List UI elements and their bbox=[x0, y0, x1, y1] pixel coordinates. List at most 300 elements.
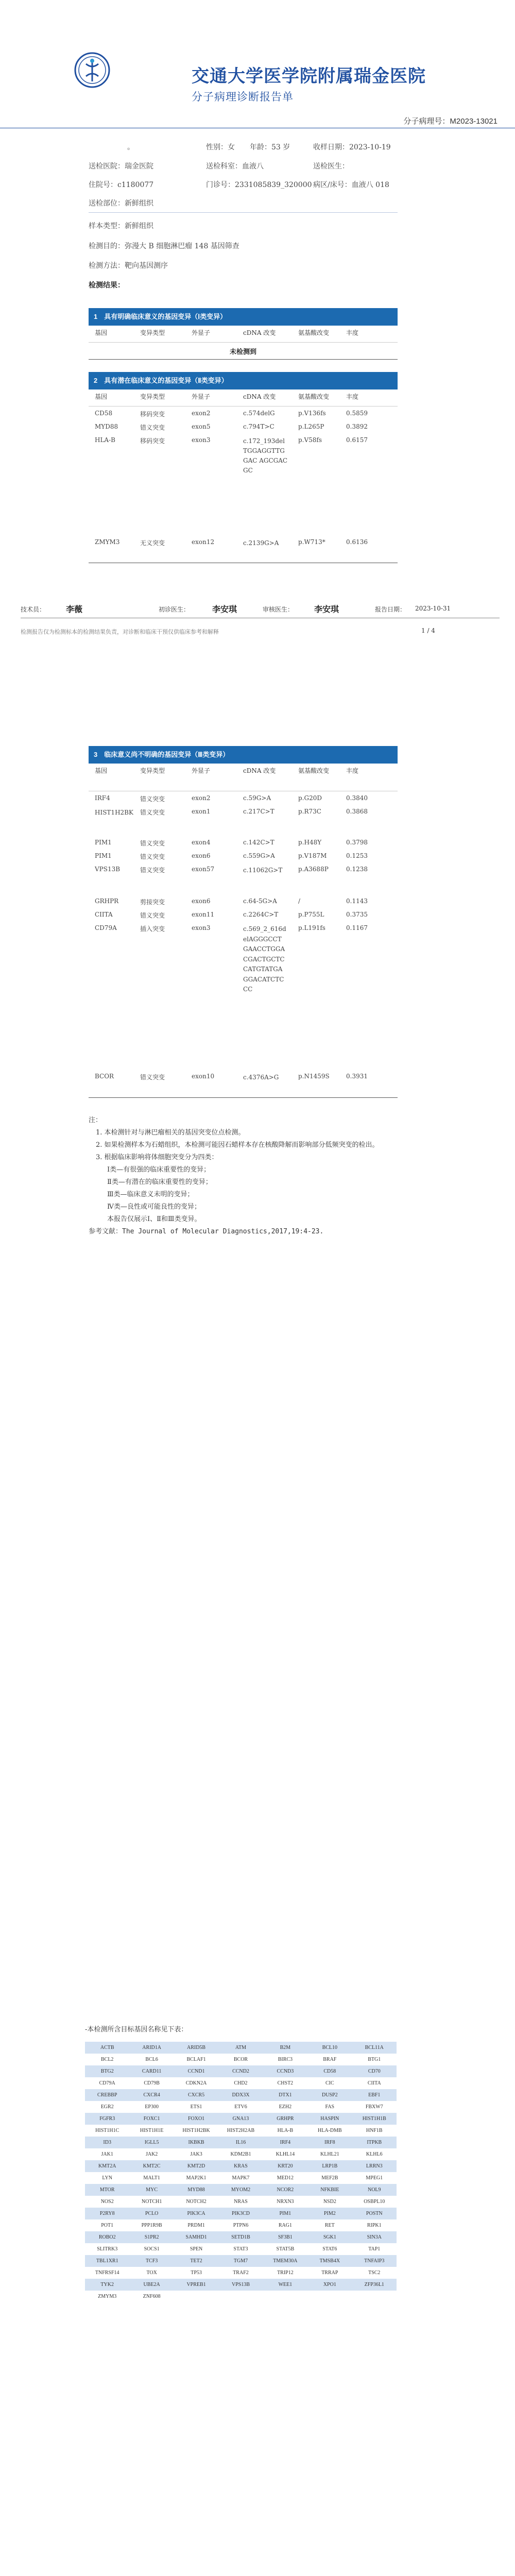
gene-cell: TNFAIP3 bbox=[352, 2255, 397, 2267]
note-line: Ⅰ类—有很强的临床重要性的变异； bbox=[107, 1166, 211, 1174]
gene-cell: HIST1H1B bbox=[352, 2113, 397, 2125]
section-3-bar: 3 临床意义尚不明确的基因变异（Ⅲ类变异） bbox=[89, 746, 398, 764]
cell-gene: MYD88 bbox=[95, 423, 118, 430]
gene-cell: NOTCH2 bbox=[174, 2196, 218, 2208]
section-2-bar: 2 具有潜在临床意义的基因变异（Ⅱ类变异） bbox=[89, 372, 398, 389]
col-gene: 基因 bbox=[95, 393, 108, 400]
gene-cell: STAT5B bbox=[263, 2243, 307, 2255]
cell-aa: p.V58fs bbox=[298, 436, 322, 444]
gene-cell: CDKN2A bbox=[174, 2077, 218, 2089]
gene-cell: CREBBP bbox=[85, 2089, 129, 2101]
report-date: 2023-10-31 bbox=[415, 605, 451, 612]
gene-cell: BTG2 bbox=[85, 2065, 129, 2077]
gene-cell: FAS bbox=[307, 2101, 352, 2113]
gene-cell: IL16 bbox=[218, 2137, 263, 2148]
gene-cell: KDM2B1 bbox=[218, 2148, 263, 2160]
note-reference: 参考文献：The Journal of Molecular Diagnostics,2017,19:4-23. bbox=[89, 1228, 324, 1235]
gene-cell: ITPKB bbox=[352, 2137, 397, 2148]
gene-cell: JAK2 bbox=[129, 2148, 174, 2160]
gene-cell: ZFP36L1 bbox=[352, 2279, 397, 2291]
gene-cell: CD58 bbox=[307, 2065, 352, 2077]
note-line: 注： bbox=[89, 1116, 102, 1124]
gene-cell: WEE1 bbox=[263, 2279, 307, 2291]
cell-type: 插入突变 bbox=[140, 925, 165, 933]
cell-gene: CD58 bbox=[95, 410, 113, 417]
cell-aa: p.V136fs bbox=[298, 410, 326, 417]
col-gene: 基因 bbox=[95, 329, 108, 336]
gene-cell: NFKBIE bbox=[307, 2184, 352, 2196]
gene-cell: KMT2C bbox=[129, 2160, 174, 2172]
review-signature: 李安琪 bbox=[212, 604, 237, 614]
cell-cdna: c.172_193delTGGAGGTTGGAC AGCGACGC bbox=[243, 437, 288, 474]
genes-title-text: 本检测所含目标基因名称见下表： bbox=[87, 2026, 188, 2033]
gene-cell: CARD11 bbox=[129, 2065, 174, 2077]
cell-exon: exon3 bbox=[192, 436, 211, 444]
gene-cell: BCLAF1 bbox=[174, 2054, 218, 2065]
cell-cdna: c.574delG bbox=[243, 410, 275, 417]
gene-cell: LRP1B bbox=[307, 2160, 352, 2172]
gene-cell: DDX3X bbox=[218, 2089, 263, 2101]
gene-cell: P2RY8 bbox=[85, 2208, 129, 2219]
table-row bbox=[89, 911, 398, 921]
gene-cell: SF3B1 bbox=[263, 2231, 307, 2243]
gene-cell: NOTCH1 bbox=[129, 2196, 174, 2208]
gene-cell: B2M bbox=[263, 2042, 307, 2054]
patient-sex: 性别：女 bbox=[206, 143, 235, 151]
gene-cell: HIST2H2AB bbox=[218, 2125, 263, 2137]
gene-cell: CCND1 bbox=[174, 2065, 218, 2077]
inpatient-number: 住院号：c1180077 bbox=[89, 181, 154, 189]
hospital-logo bbox=[74, 52, 111, 89]
col-vaf: 丰度 bbox=[346, 393, 359, 400]
cell-vaf: 0.3735 bbox=[346, 911, 368, 918]
cell-cdna: c.59G>A bbox=[243, 794, 271, 802]
row-divider bbox=[89, 359, 398, 360]
sending-dept: 送检科室：血液八 bbox=[206, 162, 264, 171]
gene-cell: XPO1 bbox=[307, 2279, 352, 2291]
gene-cell: PCLO bbox=[129, 2208, 174, 2219]
gene-cell: NSD2 bbox=[307, 2196, 352, 2208]
gene-cell: FBXW7 bbox=[352, 2101, 397, 2113]
cell-exon: exon6 bbox=[192, 897, 211, 905]
gene-row bbox=[85, 2065, 397, 2077]
gene-cell: PIK3CA bbox=[174, 2208, 218, 2219]
gene-cell: SAMHD1 bbox=[174, 2231, 218, 2243]
cell-exon: exon12 bbox=[192, 538, 215, 546]
col-type: 变异类型 bbox=[140, 393, 165, 400]
report-date-label: 报告日期： bbox=[375, 606, 406, 613]
signature-row bbox=[21, 603, 500, 615]
gene-cell: CXCR5 bbox=[174, 2089, 218, 2101]
cell-gene: PIM1 bbox=[95, 839, 112, 846]
gene-cell: MALT1 bbox=[129, 2172, 174, 2184]
cell-type: 错义突变 bbox=[140, 809, 165, 816]
table-row bbox=[89, 924, 398, 1058]
note-line: Ⅳ类—良性或可能良性的变异； bbox=[107, 1203, 201, 1211]
gene-cell bbox=[263, 2291, 307, 2302]
cell-type: 错义突变 bbox=[140, 795, 165, 803]
col-vaf: 丰度 bbox=[346, 767, 359, 774]
test-purpose: 检测目的：弥漫大 B 细胞淋巴瘤 148 基因筛查 bbox=[89, 242, 239, 250]
table-row bbox=[89, 436, 398, 484]
cell-cdna: c.2264C>T bbox=[243, 911, 279, 918]
gene-cell: ETS1 bbox=[174, 2101, 218, 2113]
review-label: 初诊医生： bbox=[159, 606, 190, 613]
cell-exon: exon3 bbox=[192, 924, 211, 931]
table-row bbox=[89, 808, 398, 828]
cell-vaf: 0.1253 bbox=[346, 852, 368, 859]
gene-cell: ROBO2 bbox=[85, 2231, 129, 2243]
gene-cell: MPEG1 bbox=[352, 2172, 397, 2184]
cell-aa: p.H48Y bbox=[298, 839, 322, 846]
gene-cell: RET bbox=[307, 2219, 352, 2231]
col-aa: 氨基酸改变 bbox=[298, 329, 330, 336]
gene-cell: EGR2 bbox=[85, 2101, 129, 2113]
gene-cell: DUSP2 bbox=[307, 2089, 352, 2101]
gene-cell: RAG1 bbox=[263, 2219, 307, 2231]
gene-cell: TSC2 bbox=[352, 2267, 397, 2279]
section-1-bar: 1 具有明确临床意义的基因变异（Ⅰ类变异） bbox=[89, 308, 398, 326]
col-type: 变异类型 bbox=[140, 767, 165, 774]
gene-cell: ID3 bbox=[85, 2137, 129, 2148]
gene-cell: TET2 bbox=[174, 2255, 218, 2267]
gene-cell: PIM1 bbox=[263, 2208, 307, 2219]
genes-title: -本检测所含目标基因名称见下表： bbox=[85, 2026, 188, 2033]
pathology-number: 分子病理号：M2023-13021 bbox=[403, 117, 497, 126]
gene-cell: BRAF bbox=[307, 2054, 352, 2065]
gene-cell: SGK1 bbox=[307, 2231, 352, 2243]
gene-row bbox=[85, 2160, 397, 2172]
gene-cell: MYOM2 bbox=[218, 2184, 263, 2196]
gene-cell: KRAS bbox=[218, 2160, 263, 2172]
gene-cell: SLITRK3 bbox=[85, 2243, 129, 2255]
gene-cell: TRAF2 bbox=[218, 2267, 263, 2279]
gene-cell: KLHL21 bbox=[307, 2148, 352, 2160]
gene-cell bbox=[174, 2291, 218, 2302]
gene-cell: TYK2 bbox=[85, 2279, 129, 2291]
cell-aa: p.G20D bbox=[298, 794, 322, 802]
section-3-table-header bbox=[89, 766, 398, 775]
gene-cell: RIPK1 bbox=[352, 2219, 397, 2231]
gene-cell: IRF8 bbox=[307, 2137, 352, 2148]
cell-exon: exon57 bbox=[192, 866, 215, 873]
sample-location: 送检部位：新鲜组织 bbox=[89, 199, 153, 208]
cell-aa: p.W713* bbox=[298, 538, 325, 546]
col-gene: 基因 bbox=[95, 767, 108, 774]
gene-cell: PIM2 bbox=[307, 2208, 352, 2219]
gene-cell: CD79B bbox=[129, 2077, 174, 2089]
col-vaf: 丰度 bbox=[346, 329, 359, 336]
gene-cell: TRIP12 bbox=[263, 2267, 307, 2279]
gene-row bbox=[85, 2255, 397, 2267]
table-row bbox=[89, 852, 398, 862]
cell-type: 无义突变 bbox=[140, 539, 165, 547]
patient-age: 年龄：53 岁 bbox=[250, 143, 290, 151]
cell-type: 错义突变 bbox=[140, 867, 165, 874]
outpatient-number: 门诊号：2331085839_320000 bbox=[206, 181, 312, 189]
col-cdna: cDNA 改变 bbox=[243, 767, 276, 774]
gene-cell: POT1 bbox=[85, 2219, 129, 2231]
gene-cell: KMT2D bbox=[174, 2160, 218, 2172]
disclaimer: 检测报告仅为检测标本的检测结果负责，对诊断和临床干预仅供临床参考和解释 bbox=[21, 629, 219, 635]
gene-cell: TRRAP bbox=[307, 2267, 352, 2279]
gene-cell: PTPN6 bbox=[218, 2219, 263, 2231]
gene-row bbox=[85, 2042, 397, 2054]
row-divider bbox=[89, 342, 398, 343]
cell-cdna: c.217C>T bbox=[243, 808, 274, 815]
cell-aa: p.L265P bbox=[298, 423, 324, 430]
patient-name-mark: 。 bbox=[127, 143, 134, 151]
gene-row bbox=[85, 2196, 397, 2208]
gene-cell: CXCR4 bbox=[129, 2089, 174, 2101]
note-line: 2. 如果检测样本为石蜡组织，本检测可能因石蜡样本存在核酸降解而影响部分低频突变的检出。 bbox=[96, 1141, 379, 1149]
cell-type: 错义突变 bbox=[140, 1074, 165, 1081]
gene-cell: TBL1XR1 bbox=[85, 2255, 129, 2267]
gene-cell bbox=[307, 2291, 352, 2302]
cell-type: 错义突变 bbox=[140, 840, 165, 847]
gene-cell: EZH2 bbox=[263, 2101, 307, 2113]
gene-row bbox=[85, 2125, 397, 2137]
test-method: 检测方法：靶向基因测序 bbox=[89, 262, 168, 270]
col-exon: 外显子 bbox=[192, 393, 211, 400]
table-row bbox=[89, 866, 398, 886]
gene-cell: BTG1 bbox=[352, 2054, 397, 2065]
note-line: 本报告仅展示Ⅰ、Ⅱ和Ⅲ类变异。 bbox=[107, 1215, 201, 1223]
gene-row bbox=[85, 2077, 397, 2089]
cell-exon: exon10 bbox=[192, 1073, 215, 1080]
cell-vaf: 0.3931 bbox=[346, 1073, 368, 1080]
gene-cell: EP300 bbox=[129, 2101, 174, 2113]
review2-label: 审核医生： bbox=[263, 606, 294, 613]
col-exon: 外显子 bbox=[192, 767, 211, 774]
gene-cell: MEF2B bbox=[307, 2172, 352, 2184]
cell-cdna: c.4376A>G bbox=[243, 1074, 279, 1081]
gene-cell: KRT20 bbox=[263, 2160, 307, 2172]
sending-hospital: 送检医院：瑞金医院 bbox=[89, 162, 153, 171]
cell-type: 剪接突变 bbox=[140, 899, 165, 906]
cell-gene: PIM1 bbox=[95, 852, 112, 859]
gene-cell: HIST1H1E bbox=[129, 2125, 174, 2137]
gene-cell: PRDM1 bbox=[174, 2219, 218, 2231]
col-aa: 氨基酸改变 bbox=[298, 767, 330, 774]
note-line: Ⅲ类—临床意义未明的变异； bbox=[107, 1191, 194, 1198]
gene-cell: JAK3 bbox=[174, 2148, 218, 2160]
table-row bbox=[89, 423, 398, 433]
sample-type: 样本类型：新鲜组织 bbox=[89, 222, 153, 230]
gene-cell: GNA13 bbox=[218, 2113, 263, 2125]
gene-cell: HLA-B bbox=[263, 2125, 307, 2137]
receive-date: 收样日期：2023-10-19 bbox=[313, 143, 391, 151]
gene-cell: GRHPR bbox=[263, 2113, 307, 2125]
cell-type: 移码突变 bbox=[140, 411, 165, 418]
cell-gene: ZMYM3 bbox=[95, 538, 120, 546]
tech-signature: 李薇 bbox=[66, 604, 83, 614]
gene-cell: SPEN bbox=[174, 2243, 218, 2255]
cell-exon: exon2 bbox=[192, 410, 211, 417]
cell-cdna: c.794T>C bbox=[243, 423, 274, 430]
gene-cell: STAT6 bbox=[307, 2243, 352, 2255]
gene-cell: ACTB bbox=[85, 2042, 129, 2054]
note-line: 3. 根据临床影响将体细胞突变分为四类： bbox=[96, 1154, 218, 1161]
gene-cell: CIC bbox=[307, 2077, 352, 2089]
gene-row bbox=[85, 2219, 397, 2231]
row-divider bbox=[89, 1097, 398, 1098]
col-type: 变异类型 bbox=[140, 329, 165, 336]
gene-row bbox=[85, 2148, 397, 2160]
gene-row bbox=[85, 2172, 397, 2184]
table-row bbox=[89, 839, 398, 849]
gene-row bbox=[85, 2101, 397, 2113]
results-heading: 检测结果： bbox=[89, 281, 125, 290]
cell-cdna: c.559G>A bbox=[243, 852, 275, 859]
gene-cell: POSTN bbox=[352, 2208, 397, 2219]
cell-cdna: c.569_2_616delAGGGCCTGAACCTGGACGACTGCTCCATGTATGAGGACATCTCCC bbox=[243, 925, 286, 993]
gene-cell: BCL2 bbox=[85, 2054, 129, 2065]
gene-row bbox=[85, 2291, 397, 2302]
cell-gene: VPS13B bbox=[95, 866, 121, 873]
cell-gene: BCOR bbox=[95, 1073, 114, 1080]
cell-type: 移码突变 bbox=[140, 437, 165, 445]
cell-vaf: 0.6157 bbox=[346, 436, 368, 444]
gene-row bbox=[85, 2113, 397, 2125]
cell-cdna: c.142C>T bbox=[243, 839, 274, 846]
hospital-title: 交通大学医学院附属瑞金医院 bbox=[192, 66, 426, 87]
gene-cell: DTX1 bbox=[263, 2089, 307, 2101]
gene-cell: MYC bbox=[129, 2184, 174, 2196]
cell-gene: CIITA bbox=[95, 911, 113, 918]
cell-cdna: c.11062G>T bbox=[243, 867, 283, 874]
table-row bbox=[89, 794, 398, 805]
gene-cell: CHST2 bbox=[263, 2077, 307, 2089]
table-row bbox=[89, 538, 398, 559]
gene-cell: IGLL5 bbox=[129, 2137, 174, 2148]
gene-cell: NOS2 bbox=[85, 2196, 129, 2208]
col-cdna: cDNA 改变 bbox=[243, 393, 276, 400]
cell-cdna: c.64-5G>A bbox=[243, 897, 277, 905]
gene-cell: FGFR3 bbox=[85, 2113, 129, 2125]
gene-cell: KLHL6 bbox=[352, 2148, 397, 2160]
gene-cell: NRXN3 bbox=[263, 2196, 307, 2208]
gene-cell: TGM7 bbox=[218, 2255, 263, 2267]
gene-cell: NCOR2 bbox=[263, 2184, 307, 2196]
cell-vaf: 0.3892 bbox=[346, 423, 368, 430]
gene-row bbox=[85, 2267, 397, 2279]
page-number: 1 / 4 bbox=[421, 627, 435, 634]
cell-type: 错义突变 bbox=[140, 912, 165, 919]
notes-block bbox=[89, 1114, 398, 1238]
gene-cell: NOL9 bbox=[352, 2184, 397, 2196]
gene-cell: MAPK7 bbox=[218, 2172, 263, 2184]
gene-cell: TNFRSF14 bbox=[85, 2267, 129, 2279]
gene-cell: HLA-DMB bbox=[307, 2125, 352, 2137]
gene-cell: MED12 bbox=[263, 2172, 307, 2184]
gene-cell: FOXC1 bbox=[129, 2113, 174, 2125]
gene-cell: CD79A bbox=[85, 2077, 129, 2089]
table-row bbox=[89, 897, 398, 908]
gene-cell: LRRN3 bbox=[352, 2160, 397, 2172]
cell-vaf: 0.6136 bbox=[346, 538, 368, 546]
gene-cell: BCOR bbox=[218, 2054, 263, 2065]
note-line: Ⅱ类—有潜在的临床重要性的变异； bbox=[107, 1178, 212, 1186]
cell-vaf: 0.3798 bbox=[346, 839, 368, 846]
gene-cell: ARID5B bbox=[174, 2042, 218, 2054]
gene-cell: BCL6 bbox=[129, 2054, 174, 2065]
gene-cell: TOX bbox=[129, 2267, 174, 2279]
gene-cell: CD70 bbox=[352, 2065, 397, 2077]
section-1-empty: 未检测到 bbox=[229, 348, 256, 356]
gene-cell bbox=[218, 2291, 263, 2302]
gene-cell: CHD2 bbox=[218, 2077, 263, 2089]
gene-cell: KLHL14 bbox=[263, 2148, 307, 2160]
gene-cell: HASPIN bbox=[307, 2113, 352, 2125]
gene-cell: ZMYM3 bbox=[85, 2291, 129, 2302]
cell-gene: CD79A bbox=[95, 924, 117, 931]
cell-exon: exon1 bbox=[192, 808, 211, 815]
sending-doctor: 送检医生： bbox=[313, 162, 349, 171]
cell-gene: IRF4 bbox=[95, 794, 110, 802]
gene-cell: VPREB1 bbox=[174, 2279, 218, 2291]
cell-aa: p.V187M bbox=[298, 852, 327, 859]
gene-cell: KMT2A bbox=[85, 2160, 129, 2172]
gene-cell: MAP2K1 bbox=[174, 2172, 218, 2184]
gene-cell: HIST1H1C bbox=[85, 2125, 129, 2137]
gene-cell: LYN bbox=[85, 2172, 129, 2184]
gene-cell: UBE2A bbox=[129, 2279, 174, 2291]
gene-cell: MYD88 bbox=[174, 2184, 218, 2196]
cell-vaf: 0.1143 bbox=[346, 897, 368, 905]
cell-vaf: 0.3868 bbox=[346, 808, 368, 815]
table-row bbox=[89, 410, 398, 420]
gene-cell: IKBKB bbox=[174, 2137, 218, 2148]
gene-cell: FOXO1 bbox=[174, 2113, 218, 2125]
gene-row bbox=[85, 2054, 397, 2065]
gene-cell: SOCS1 bbox=[129, 2243, 174, 2255]
gene-cell: IRF4 bbox=[263, 2137, 307, 2148]
gene-cell: HNF1B bbox=[352, 2125, 397, 2137]
cell-cdna: c.2139G>A bbox=[243, 539, 279, 547]
review2-signature: 李安琪 bbox=[314, 604, 339, 614]
gene-cell: HIST1H2BK bbox=[174, 2125, 218, 2137]
gene-cell: CIITA bbox=[352, 2077, 397, 2089]
gene-cell: BCL10 bbox=[307, 2042, 352, 2054]
gene-row bbox=[85, 2184, 397, 2196]
gene-cell: JAK1 bbox=[85, 2148, 129, 2160]
cell-vaf: 0.1238 bbox=[346, 866, 368, 873]
gene-cell: TMSB4X bbox=[307, 2255, 352, 2267]
gene-cell: TP53 bbox=[174, 2267, 218, 2279]
gene-cell: SIN3A bbox=[352, 2231, 397, 2243]
info-divider bbox=[89, 212, 398, 213]
gene-cell: TMEM30A bbox=[263, 2255, 307, 2267]
gene-cell: STAT3 bbox=[218, 2243, 263, 2255]
col-aa: 氨基酸改变 bbox=[298, 393, 330, 400]
gene-row bbox=[85, 2137, 397, 2148]
cell-aa: p.P755L bbox=[298, 911, 324, 918]
col-exon: 外显子 bbox=[192, 329, 211, 336]
gene-row bbox=[85, 2243, 397, 2255]
gene-cell: ZNF608 bbox=[129, 2291, 174, 2302]
cell-gene: HIST1H2BK bbox=[95, 809, 133, 816]
note-line: 1. 本检测针对与淋巴瘤相关的基因突变位点检测。 bbox=[96, 1129, 245, 1137]
gene-cell: MTOR bbox=[85, 2184, 129, 2196]
section-2-table-header bbox=[89, 392, 398, 401]
table-row bbox=[89, 1073, 398, 1093]
gene-cell: TAP1 bbox=[352, 2243, 397, 2255]
cell-exon: exon4 bbox=[192, 839, 211, 846]
gene-cell: NRAS bbox=[218, 2196, 263, 2208]
cell-aa: p.A3688P bbox=[298, 866, 329, 873]
cell-type: 错义突变 bbox=[140, 424, 165, 431]
